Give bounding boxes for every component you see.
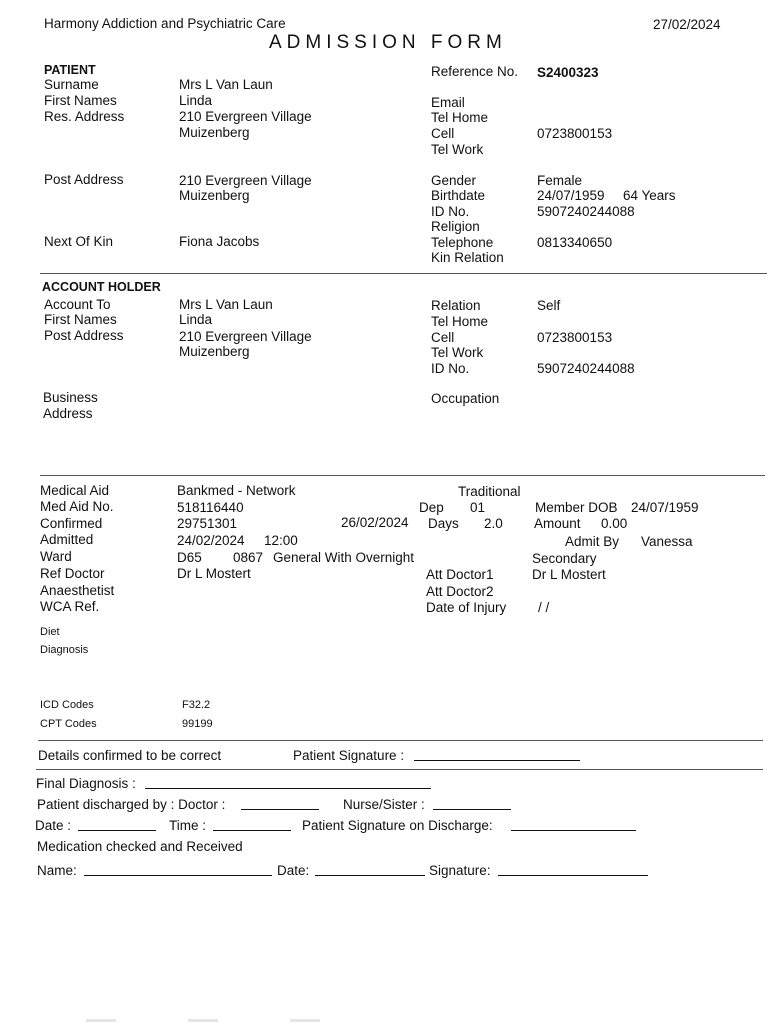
account-cell-label: Cell: [431, 330, 455, 345]
patient-section-title: PATIENT: [44, 63, 96, 77]
res-address-label: Res. Address: [44, 109, 125, 124]
res-address-line1: 210 Evergreen Village: [179, 109, 312, 124]
date-of-injury-label: Date of Injury: [426, 600, 507, 615]
confirmed-value: 29751301: [177, 516, 238, 531]
ward-code-value: 0867: [233, 550, 264, 565]
cell-label: Cell: [431, 126, 455, 141]
cell-value: 0723800153: [537, 126, 613, 141]
scan-artifact: [290, 1019, 320, 1022]
divider: [36, 769, 763, 770]
medical-aid-label: Medical Aid: [40, 483, 110, 498]
post-address-label: Post Address: [44, 172, 124, 187]
id-value: 5907240244088: [537, 204, 635, 219]
business-address-label-2: Address: [43, 406, 93, 421]
id-label: ID No.: [431, 204, 470, 219]
form-date: 27/02/2024: [653, 17, 721, 32]
account-id-label: ID No.: [431, 361, 470, 376]
relation-label: Relation: [431, 298, 481, 313]
discharge-time-field[interactable]: [213, 818, 291, 835]
discharged-by-doctor-label: Patient discharged by : Doctor :: [37, 797, 226, 812]
admit-by-value: Vanessa: [641, 534, 693, 549]
days-value: 2.0: [484, 516, 503, 531]
medication-checked-text: Medication checked and Received: [37, 839, 243, 854]
final-diagnosis-field[interactable]: [145, 776, 431, 793]
att-doctor1-label: Att Doctor1: [426, 567, 494, 582]
secondary-label: Secondary: [532, 551, 597, 566]
anaesthetist-label: Anaesthetist: [40, 583, 115, 598]
name-label: Name:: [37, 863, 77, 878]
tel-home-label: Tel Home: [431, 110, 489, 125]
dep-value: 01: [470, 500, 486, 515]
signature-label: Signature:: [429, 863, 491, 878]
admit-by-label: Admit By: [565, 534, 620, 549]
admitted-time-value: 12:00: [264, 533, 298, 548]
signature-field[interactable]: [498, 863, 648, 880]
scan-artifact: [188, 1019, 218, 1022]
account-section-title: ACCOUNT HOLDER: [42, 280, 161, 294]
discharge-date-field[interactable]: [78, 818, 156, 835]
first-names-label: First Names: [44, 93, 117, 108]
next-of-kin-value: Fiona Jacobs: [179, 234, 260, 249]
final-diagnosis-label: Final Diagnosis :: [36, 776, 136, 791]
birthdate-label: Birthdate: [431, 188, 486, 203]
post-address-line2: Muizenberg: [179, 188, 250, 203]
dep-label: Dep: [419, 500, 444, 515]
surname-label: Surname: [44, 77, 99, 92]
medical-aid-value: Bankmed - Network: [177, 483, 296, 498]
amount-label: Amount: [534, 516, 581, 531]
age-value: 64 Years: [623, 188, 676, 203]
diet-label: Diet: [40, 626, 60, 638]
account-tel-work-label: Tel Work: [431, 345, 484, 360]
details-confirmed-text: Details confirmed to be correct: [38, 748, 222, 763]
account-first-names-label: First Names: [44, 312, 117, 327]
wca-ref-label: WCA Ref.: [40, 599, 100, 614]
surname-value: Mrs L Van Laun: [179, 77, 273, 92]
account-tel-home-label: Tel Home: [431, 314, 489, 329]
icd-codes-label: ICD Codes: [40, 699, 94, 711]
nurse-sister-field[interactable]: [433, 797, 511, 814]
divider: [40, 475, 765, 476]
amount-value: 0.00: [601, 516, 628, 531]
member-dob-value: 24/07/1959: [631, 500, 699, 515]
days-label: Days: [428, 516, 459, 531]
page-title: ADMISSION FORM: [269, 32, 507, 53]
reference-label: Reference No.: [431, 64, 519, 79]
ward-description-value: General With Overnight: [273, 550, 415, 565]
date-of-injury-value: / /: [538, 600, 550, 615]
date2-field[interactable]: [315, 863, 425, 880]
att-doctor2-label: Att Doctor2: [426, 584, 494, 599]
occupation-label: Occupation: [431, 391, 500, 406]
clinic-name: Harmony Addiction and Psychiatric Care: [44, 16, 286, 31]
gender-value: Female: [537, 173, 583, 188]
gender-label: Gender: [431, 173, 477, 188]
admitted-date-value: 24/02/2024: [177, 533, 245, 548]
next-of-kin-label: Next Of Kin: [44, 234, 114, 249]
name-field[interactable]: [84, 863, 272, 880]
religion-label: Religion: [431, 219, 480, 234]
cpt-codes-label: CPT Codes: [40, 718, 97, 730]
date2-label: Date:: [277, 863, 310, 878]
account-post-address-label: Post Address: [44, 328, 124, 343]
email-label: Email: [431, 95, 465, 110]
telephone-label: Telephone: [431, 235, 494, 250]
cpt-codes-value: 99199: [182, 718, 213, 730]
divider: [38, 740, 763, 741]
res-address-line2: Muizenberg: [179, 125, 250, 140]
icd-codes-value: F32.2: [182, 699, 211, 711]
business-address-label-1: Business: [43, 390, 98, 405]
first-names-value: Linda: [179, 93, 213, 108]
telephone-value: 0813340650: [537, 235, 613, 250]
discharge-doctor-field[interactable]: [241, 797, 319, 814]
scan-artifact: [86, 1019, 116, 1022]
plan-type-value: Traditional: [458, 484, 521, 499]
post-address-line1: 210 Evergreen Village: [179, 173, 312, 188]
account-to-value: Mrs L Van Laun: [179, 297, 273, 312]
med-aid-no-value: 518116440: [177, 500, 244, 515]
admitted-label: Admitted: [40, 532, 94, 547]
ref-doctor-value: Dr L Mostert: [177, 566, 251, 581]
nurse-sister-label: Nurse/Sister :: [343, 797, 425, 812]
ward-label: Ward: [40, 549, 72, 564]
account-to-label: Account To: [44, 297, 111, 312]
birthdate-value: 24/07/1959: [537, 188, 605, 203]
member-dob-label: Member DOB: [535, 500, 618, 515]
kin-relation-label: Kin Relation: [431, 250, 504, 265]
reference-value: S2400323: [537, 65, 599, 80]
diagnosis-label: Diagnosis: [40, 644, 89, 656]
account-first-names-value: Linda: [179, 312, 213, 327]
ward-value: D65: [177, 550, 202, 565]
confirmed-label: Confirmed: [40, 516, 103, 531]
confirmed-date-value: 26/02/2024: [341, 515, 409, 530]
relation-value: Self: [537, 298, 561, 313]
discharge-signature-field[interactable]: [511, 818, 636, 835]
patient-signature-label: Patient Signature :: [293, 748, 405, 763]
account-post-address-line1: 210 Evergreen Village: [179, 329, 312, 344]
account-cell-value: 0723800153: [537, 330, 613, 345]
patient-signature-field[interactable]: [414, 748, 580, 765]
discharge-signature-label: Patient Signature on Discharge:: [302, 818, 493, 833]
date-label: Date :: [35, 818, 72, 833]
att-doctor1-value: Dr L Mostert: [532, 567, 606, 582]
account-id-value: 5907240244088: [537, 361, 635, 376]
time-label: Time :: [169, 818, 206, 833]
account-post-address-line2: Muizenberg: [179, 344, 250, 359]
tel-work-label: Tel Work: [431, 142, 484, 157]
ref-doctor-label: Ref Doctor: [40, 566, 105, 581]
divider: [40, 273, 767, 274]
med-aid-no-label: Med Aid No.: [40, 499, 114, 514]
